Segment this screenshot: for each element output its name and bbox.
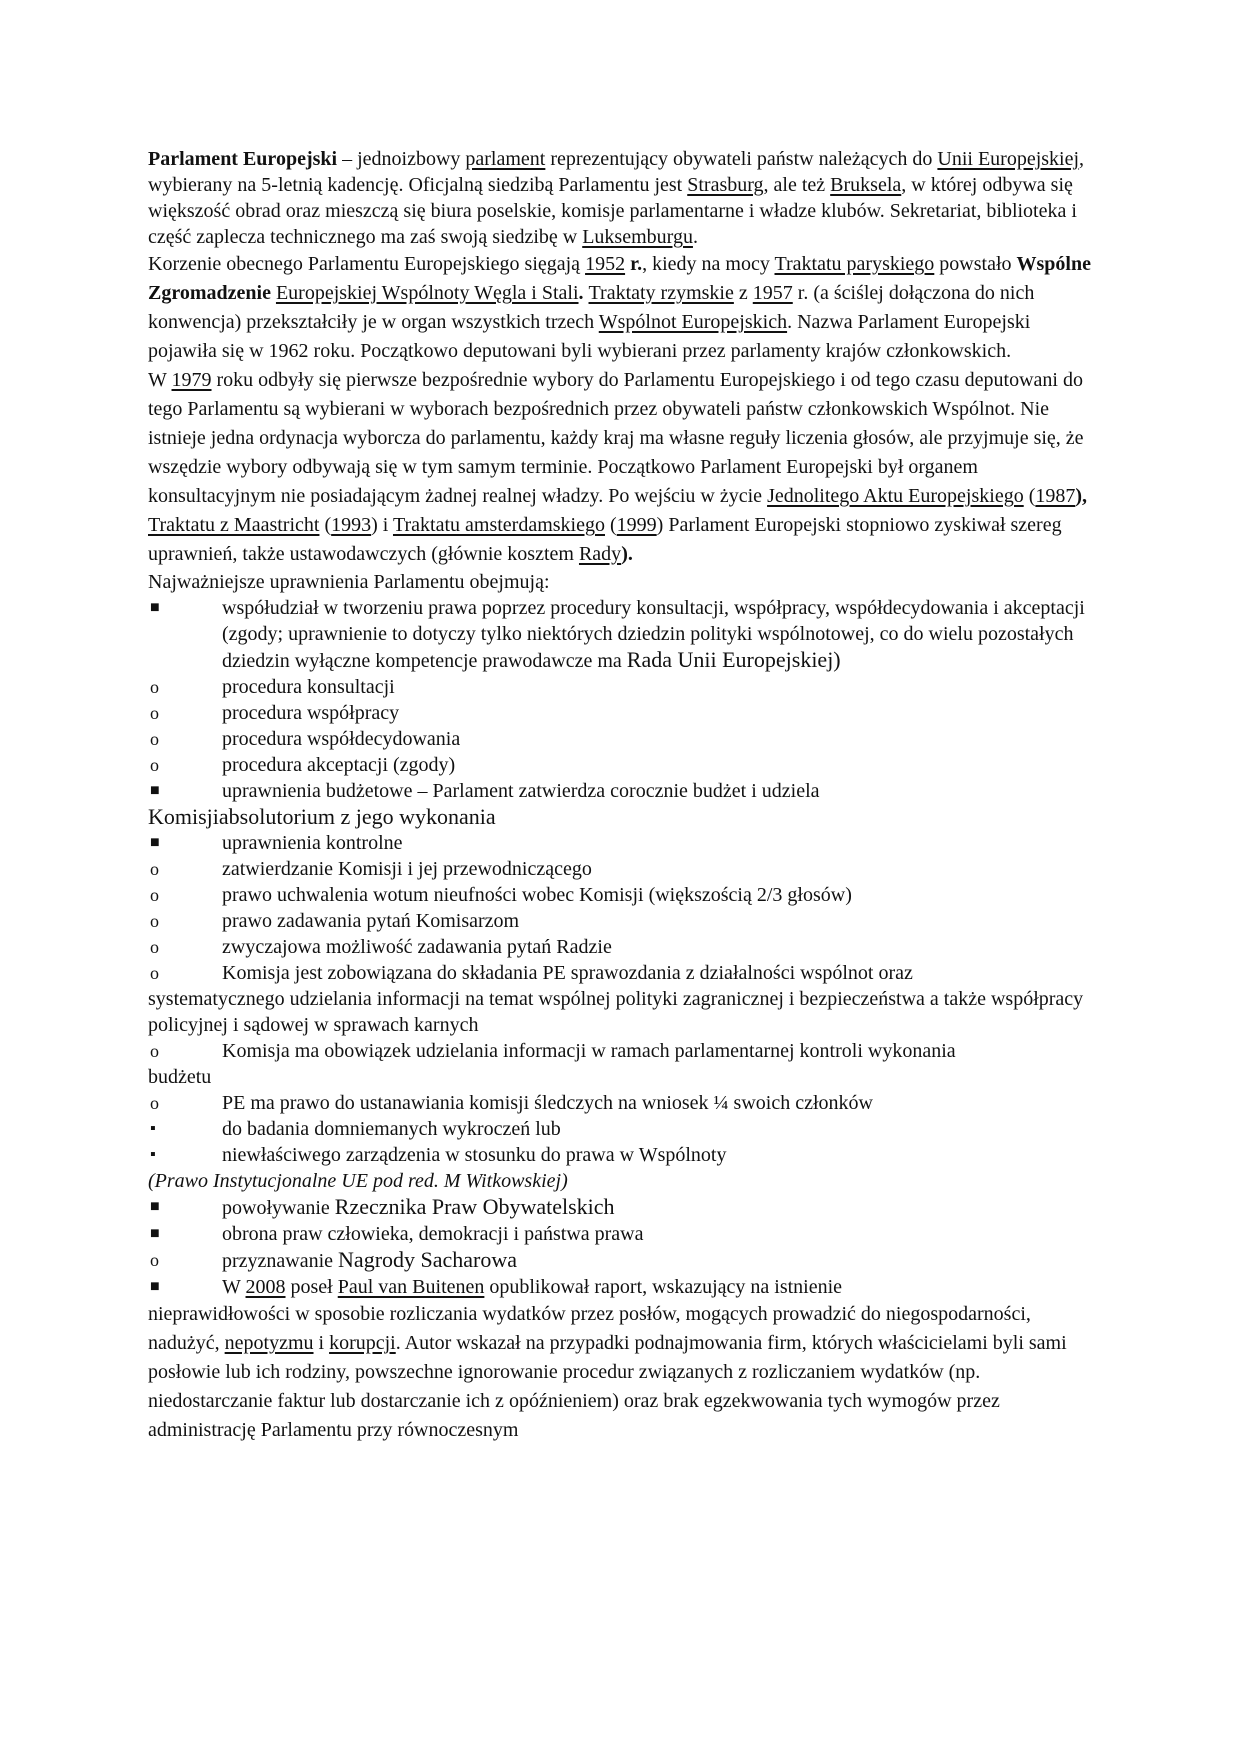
circle-marker: o xyxy=(150,885,159,905)
link-traktat-paryski[interactable]: Traktatu paryskiego xyxy=(774,253,935,275)
list-item-continuation: budżetu xyxy=(148,1066,212,1088)
list-item-legislation xyxy=(148,595,1092,674)
text: do badania domniemanych wykroczeń lub xyxy=(222,1118,561,1140)
paragraph-history xyxy=(148,250,1092,366)
link-1979[interactable]: 1979 xyxy=(171,369,212,391)
text: , w której odbywa się większość obrad oraz mieszczą się biura poselskie, komisje parlamentarne i władze klubów. Sekretariat, biblioteka i część zaplecza technicznego ma zaś swoją siedzibę w xyxy=(148,174,1077,248)
list-item xyxy=(148,882,1092,908)
text: obrona praw człowieka, demokracji i państwa prawa xyxy=(222,1223,644,1245)
list-item xyxy=(148,1038,1092,1064)
circle-marker: o xyxy=(150,703,159,723)
text: powoływanie xyxy=(222,1197,335,1219)
text: reprezentujący obywateli państw należących do xyxy=(545,148,938,170)
bullet-marker: ■ xyxy=(150,599,160,616)
text: zwyczajowa możliwość zadawania pytań Radzie xyxy=(222,936,612,958)
text: powstało xyxy=(934,253,1017,275)
sub-list-control xyxy=(148,856,1092,1168)
circle-marker: o xyxy=(150,755,159,775)
link-strasburg[interactable]: Strasburg xyxy=(687,174,764,196)
link-luksemburgu[interactable]: Luksemburgu xyxy=(582,226,693,248)
link-nepotyzmu[interactable]: nepotyzmu xyxy=(224,1332,314,1354)
square-marker: ▪ xyxy=(150,1120,156,1137)
text: , wybierany na 5-letnią kadencję. Oficjalną siedzibą Parlamentu jest xyxy=(148,148,1085,196)
text: Korzenie obecnego Parlamentu Europejskiego sięgają xyxy=(148,253,586,275)
sub-list-procedures xyxy=(148,674,1092,778)
link-ewwis[interactable]: Europejskiej Wspólnoty Węgla i Stali xyxy=(275,282,579,304)
text: niewłaściwego zarządzenia w stosunku do prawa w Wspólnoty xyxy=(222,1144,727,1166)
link-2008[interactable]: 2008 xyxy=(245,1276,286,1298)
link-traktat-maastricht[interactable]: Traktatu z Maastricht xyxy=(148,514,320,536)
bullet-marker: ■ xyxy=(150,834,160,851)
text: z xyxy=(733,282,753,304)
text: opublikował raport, wskazujący na istnienie xyxy=(484,1276,843,1298)
text: procedura współdecydowania xyxy=(222,728,461,750)
text: Komisja ma obowiązek udzielania informacji w ramach parlamentarnej kontroli wykonania xyxy=(222,1040,956,1062)
list-item xyxy=(148,700,1092,726)
text: . Autor wskazał na przypadki podnajmowania firm, których właścicielami byli sami posłowie lub ich rodziny, powszechne ignorowanie procedur związanych z rozliczaniem wydatków (np. niedostarczanie faktur lub dostarczanie ich z opóźnieniem) oraz brak egzekwowania tych wymogów przez administrację Parlamentu przy równoczesnym xyxy=(148,1332,1067,1441)
link-parlament[interactable]: parlament xyxy=(465,148,546,170)
list-item xyxy=(148,1116,1092,1142)
list-item-control xyxy=(148,830,1092,856)
link-korupcji[interactable]: korupcji xyxy=(329,1332,396,1354)
list-item xyxy=(148,674,1092,700)
list-item xyxy=(148,752,1092,778)
text: Rada Unii Europejskiej) xyxy=(626,647,841,672)
link-1999[interactable]: 1999 xyxy=(616,514,657,536)
text: r. (a ściślej dołączona do nich konwencja) przekształciły je w organ wszystkich trzech xyxy=(148,282,1035,333)
list-item xyxy=(148,726,1092,752)
text: prawo zadawania pytań Komisarzom xyxy=(222,910,520,932)
term-wspolne-zgromadzenie: Wspólne Zgromadzenie xyxy=(148,253,1091,304)
citation: (Prawo Instytucjonalne UE pod red. M Witkowskiej) xyxy=(148,1170,568,1192)
list-item-budget-continuation: Komisjiabsolutorium z jego wykonania xyxy=(148,804,496,829)
circle-marker: o xyxy=(150,937,159,957)
text: Komisja jest zobowiązana do składania PE sprawozdania z działalności wspólnot oraz xyxy=(222,962,913,984)
text: procedura akceptacji (zgody) xyxy=(222,754,456,776)
circle-marker: o xyxy=(150,677,159,697)
text: , kiedy na mocy xyxy=(642,253,775,275)
list-intro: Najważniejsze uprawnienia Parlamentu obejmują: xyxy=(148,571,550,593)
text: uprawnienia kontrolne xyxy=(222,832,403,854)
circle-marker: o xyxy=(150,859,159,879)
term-parlament-europejski: Parlament Europejski xyxy=(148,148,338,170)
link-jednolity-akt[interactable]: Jednolitego Aktu Europejskiego xyxy=(767,485,1024,507)
text: . xyxy=(578,282,589,304)
list-item xyxy=(148,1142,1092,1168)
text: . Nazwa Parlament Europejski pojawiła się w 1962 roku. Początkowo deputowani byli wybierani przez parlamenty krajów członkowskich. xyxy=(148,311,1031,362)
text: prawo uchwalenia wotum nieufności wobec Komisji (większością 2/3 głosów) xyxy=(222,884,852,906)
text: przyznawanie xyxy=(222,1250,339,1272)
text: – jednoizbowy xyxy=(337,148,466,170)
text: Nagrody Sacharowa xyxy=(338,1247,518,1272)
list-item-sakharov xyxy=(148,1247,1092,1274)
text: . xyxy=(692,226,698,248)
text: zatwierdzanie Komisji i jej przewodniczącego xyxy=(222,858,592,880)
list-item-report-continuation xyxy=(148,1300,1092,1445)
text: procedura współpracy xyxy=(222,702,400,724)
text: , ale też xyxy=(763,174,831,196)
paragraph-intro xyxy=(148,146,1092,250)
circle-marker: o xyxy=(150,1041,159,1061)
bullet-marker: ■ xyxy=(150,1278,160,1295)
text: Rzecznika Praw Obywatelskich xyxy=(334,1194,615,1219)
text: roku odbyły się pierwsze bezpośrednie wybory do Parlamentu Europejskiego i od tego czasu deputowani do tego Parlamentu są wybierani w wyborach bezpośrednich przez obywateli państw członkowskich Wspólnot. Nie istnieje jedna ordynacja wyborcza do parlamentu, każdy kraj ma własne reguły liczenia głosów, ale przyjmuje się, że wszędzie wybory odbywają się w tym samym terminie. Początkowo Parlament Europejski był organem konsultacyjnym nie posiadającym żadnej realnej władzy. Po wejściu w życie xyxy=(148,369,1084,507)
text: r. xyxy=(625,253,643,275)
circle-marker: o xyxy=(150,1093,159,1113)
bullet-marker: ■ xyxy=(150,782,160,799)
list-item-report-2008 xyxy=(148,1274,1092,1300)
link-traktat-amsterdamski[interactable]: Traktatu amsterdamskiego xyxy=(392,514,605,536)
list-item-budget xyxy=(148,778,1092,804)
bullet-marker: ■ xyxy=(150,1198,160,1215)
link-1993[interactable]: 1993 xyxy=(331,514,372,536)
text: ( xyxy=(605,514,617,536)
link-rady[interactable]: Rady xyxy=(578,543,622,565)
list-item-continuation: systematycznego udzielania informacji na temat wspólnej polityki zagranicznej i bezpieczeństwa a także współpracy policyjnej i sądowej w sprawach karnych xyxy=(148,988,1084,1036)
list-item xyxy=(148,908,1092,934)
text: ) i xyxy=(371,514,393,536)
text: W xyxy=(222,1276,246,1298)
link-unii-europejskiej[interactable]: Unii Europejskiej xyxy=(937,148,1080,170)
paragraph-elections xyxy=(148,366,1092,569)
text: ) Parlament Europejski stopniowo zyskiwał szereg uprawnień, także ustawodawczych (głównie kosztem xyxy=(148,514,1062,565)
list-item-human-rights xyxy=(148,1221,1092,1247)
text: W xyxy=(148,369,172,391)
square-marker: ▪ xyxy=(150,1146,156,1163)
circle-marker: o xyxy=(150,963,159,983)
text: nieprawidłowości w sposobie rozliczania wydatków przez posłów, mogących prowadzić do niegospodarności, nadużyć, xyxy=(148,1303,1031,1354)
list-item xyxy=(148,1090,1092,1116)
circle-marker: o xyxy=(150,911,159,931)
text: ), xyxy=(1075,485,1088,507)
document-page xyxy=(148,146,1092,1445)
list-item xyxy=(148,856,1092,882)
link-wspolnot-europejskich[interactable]: Wspólnot Europejskich xyxy=(598,311,788,333)
text: ( xyxy=(319,514,332,536)
circle-marker: o xyxy=(150,1250,159,1270)
bullet-marker: ■ xyxy=(150,1225,160,1242)
link-1952[interactable]: 1952 xyxy=(585,253,626,275)
link-1957[interactable]: 1957 xyxy=(752,282,793,304)
circle-marker: o xyxy=(150,729,159,749)
text: ( xyxy=(1023,485,1036,507)
list-item xyxy=(148,934,1092,960)
text: PE ma prawo do ustanawiania komisji śledczych na wniosek ¼ swoich członków xyxy=(222,1092,873,1114)
link-traktaty-rzymskie[interactable]: Traktaty rzymskie xyxy=(588,282,734,304)
text: ). xyxy=(621,543,633,565)
list-item-ombudsman xyxy=(148,1194,1092,1221)
text: uprawnienia budżetowe – Parlament zatwierdza corocznie budżet i udziela xyxy=(222,780,820,802)
link-bruksela[interactable]: Bruksela xyxy=(830,174,902,196)
text: współudział w tworzeniu prawa poprzez procedury konsultacji, współpracy, współdecydowania i akceptacji (zgody; uprawnienie to dotyczy tylko niektórych dziedzin polityki wspólnotowej, co do wielu pozostałych dziedzin wyłączne kompetencje prawodawcze ma xyxy=(222,597,1085,672)
text: procedura konsultacji xyxy=(222,676,395,698)
list-item xyxy=(148,960,1092,986)
link-paul-van-buitenen[interactable]: Paul van Buitenen xyxy=(337,1276,485,1298)
text: poseł xyxy=(285,1276,338,1298)
link-1987[interactable]: 1987 xyxy=(1035,485,1076,507)
text: i xyxy=(313,1332,330,1354)
